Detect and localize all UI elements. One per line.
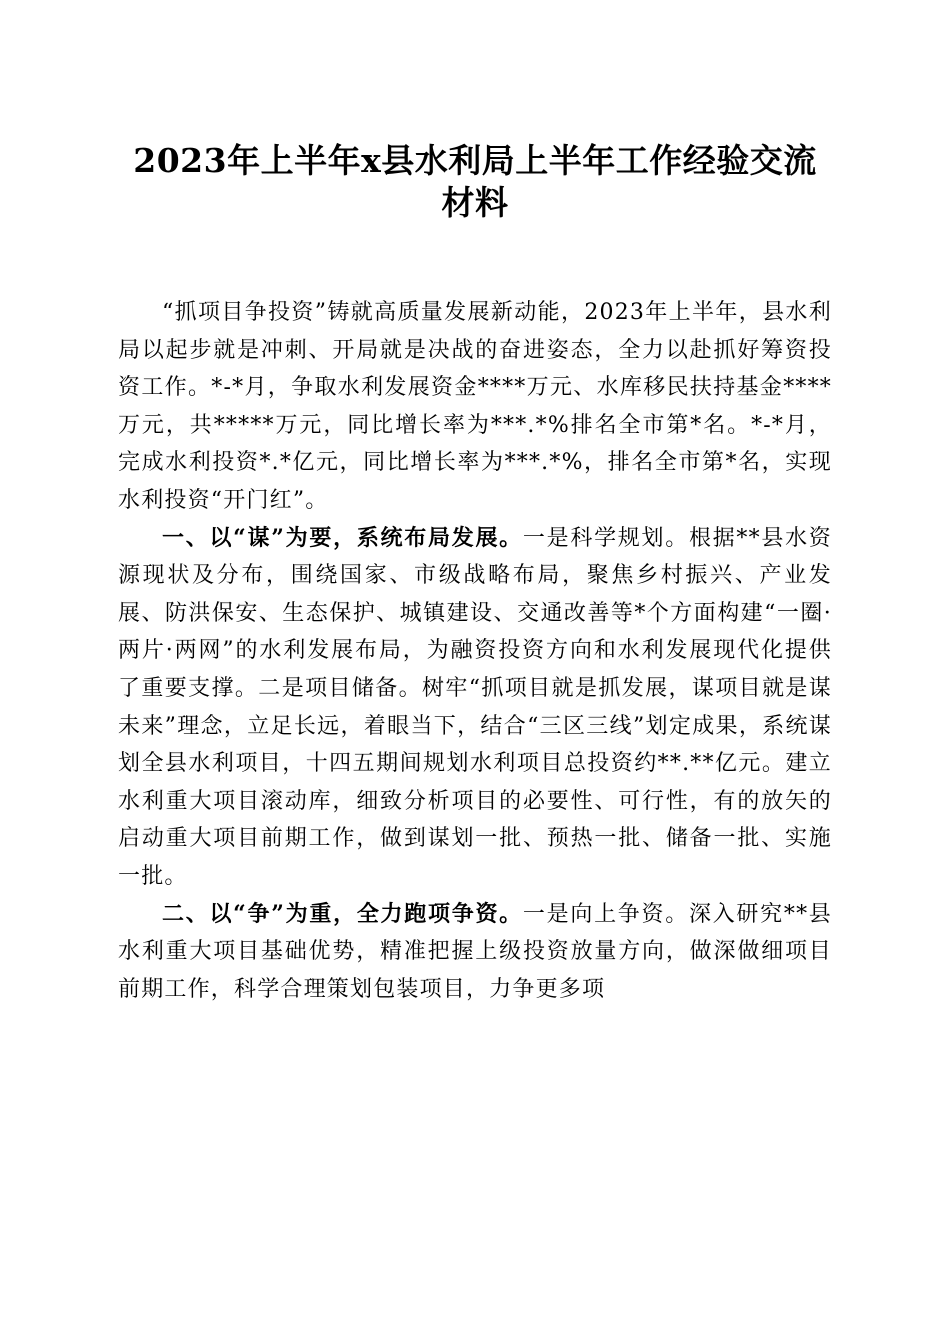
paragraph-text: 一是向上争资。深入研究**县水利重大项目基础优势，精准把握上级投资放量方向，做深做细项目前期工作，科学合理策划包装项目，力争更多项 (118, 901, 832, 1002)
document-title: 2023年上半年x县水利局上半年工作经验交流材料 (133, 141, 817, 222)
section-heading: 一、以“谋”为要，系统布局发展。 (162, 524, 523, 551)
paragraph-intro (118, 294, 832, 520)
section-heading: 二、以“争”为重，全力跑项争资。 (162, 900, 523, 927)
paragraph-text: “抓项目争投资”铸就高质量发展新动能，2023年上半年，县水利局以起步就是冲刺、开局就是决战的奋进姿态，全力以赴抓好筹资投资工作。*-*月，争取水利发展资金****万元、水库移民扶持基金****万元，共*****万元，同比增长率为***.*%排名全市第*名。*-*月，完成水利投资*.*亿元，同比增长率为***.*%，排名全市第*名，实现水利投资“开门红”。 (118, 300, 832, 513)
paragraph-section-2 (118, 896, 832, 1009)
document-page (118, 140, 832, 1008)
paragraph-text: 一是科学规划。根据**县水资源现状及分布，围绕国家、市级战略布局，聚焦乡村振兴、产业发展、防洪保安、生态保护、城镇建设、交通改善等*个方面构建“一圈·两片·两网”的水利发展布局，为融资投资方向和水利发展现代化提供了重要支撑。二是项目储备。树牢“抓项目就是抓发展，谋项目就是谋未来”理念，立足长远，着眼当下，结合“三区三线”划定成果，系统谋划全县水利项目，十四五期间规划水利项目总投资约**.**亿元。建立水利重大项目滚动库，细致分析项目的必要性、可行性，有的放矢的启动重大项目前期工作，做到谋划一批、预热一批、储备一批、实施一批。 (118, 525, 832, 889)
paragraph-section-1 (118, 520, 832, 896)
document-body (118, 294, 832, 1008)
